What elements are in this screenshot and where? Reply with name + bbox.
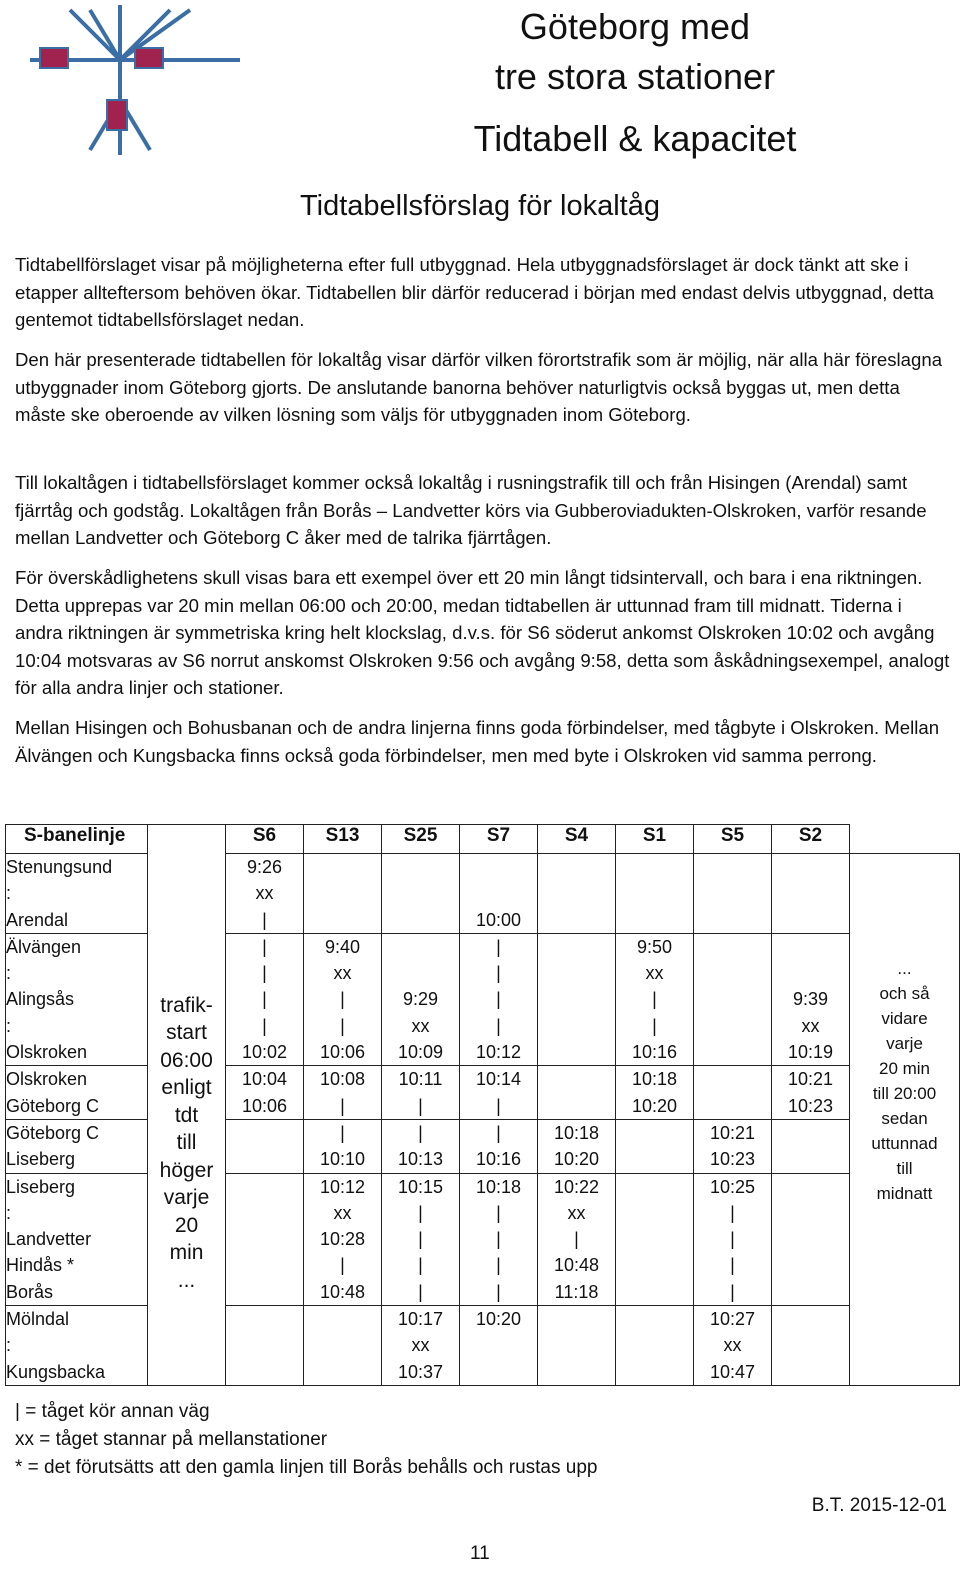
time-value (772, 1306, 849, 1332)
time-value (772, 934, 849, 960)
time-cell (616, 1066, 694, 1120)
table-row (6, 854, 960, 934)
time-cell (304, 1119, 382, 1173)
time-value (460, 854, 537, 880)
station-name: Kungsbacka (6, 1361, 106, 1382)
time-cell (694, 1306, 772, 1386)
station-name: Hindås * (6, 1255, 75, 1276)
time-value: | (262, 1015, 267, 1036)
repeat-note-line: sedan (881, 1109, 928, 1128)
time-value: 10:16 (631, 1042, 678, 1063)
repeat-note-line: vidare (881, 1009, 928, 1028)
station-name: : (6, 963, 12, 984)
time-value: 9:40 (324, 936, 361, 957)
time-value: 10:16 (475, 1149, 522, 1170)
time-cell (694, 854, 772, 934)
time-value (694, 907, 771, 933)
time-value: | (418, 1281, 423, 1302)
time-value: | (496, 1122, 501, 1143)
time-value: 10:21 (709, 1122, 756, 1143)
repeat-note-line: till (896, 1159, 913, 1178)
legend-item: | = tåget kör annan väg (15, 1401, 210, 1422)
time-value: 9:39 (792, 989, 829, 1010)
time-cell (304, 1306, 382, 1386)
time-value: 10:28 (319, 1229, 366, 1250)
time-value: 9:29 (402, 989, 439, 1010)
time-value (616, 1306, 693, 1332)
time-cell (226, 1306, 304, 1386)
page-number: 11 (470, 1543, 490, 1564)
time-value (694, 1093, 771, 1119)
time-value (226, 1146, 303, 1172)
time-value (772, 1146, 849, 1172)
time-value (460, 1359, 537, 1385)
time-value (538, 1039, 615, 1065)
time-cell (460, 854, 538, 934)
time-value: 10:08 (319, 1069, 366, 1090)
traffic-note-line: ... (177, 1268, 196, 1292)
time-value: | (496, 1229, 501, 1250)
time-value: 10:12 (319, 1176, 366, 1197)
time-value (226, 1200, 303, 1226)
time-value (538, 1306, 615, 1332)
traffic-note (148, 854, 226, 1386)
title-line-2: tre stora stationer (494, 56, 776, 97)
time-value (304, 1306, 381, 1332)
time-cell (538, 933, 616, 1065)
repeat-note-line: uttunnad (871, 1134, 938, 1153)
time-value (616, 1174, 693, 1200)
repeat-note-line: till 20:00 (872, 1084, 937, 1103)
station-name: Älvängen (6, 936, 82, 957)
time-value: 10:18 (631, 1069, 678, 1090)
time-cell (382, 1306, 460, 1386)
repeat-note-line: midnatt (876, 1184, 933, 1203)
time-value (616, 1226, 693, 1252)
header-blank (148, 825, 226, 854)
time-value: 10:47 (709, 1361, 756, 1382)
time-value: 10:14 (475, 1069, 522, 1090)
time-value (772, 1200, 849, 1226)
time-value: 10:37 (397, 1361, 444, 1382)
time-value: 10:27 (709, 1309, 756, 1330)
time-value (772, 1332, 849, 1358)
station-name: : (6, 1202, 12, 1223)
time-value: xx (723, 1335, 742, 1356)
time-cell (304, 854, 382, 934)
time-value: | (418, 1202, 423, 1223)
time-value (226, 1279, 303, 1305)
time-value: 10:12 (475, 1042, 522, 1063)
station-name: Olskroken (6, 1069, 88, 1090)
time-cell (226, 1119, 304, 1173)
time-value (772, 960, 849, 986)
time-value (538, 1066, 615, 1092)
time-value (304, 854, 381, 880)
time-cell (226, 1066, 304, 1120)
time-value: xx (411, 1015, 430, 1036)
time-value: 10:13 (397, 1149, 444, 1170)
paragraph-2: Den här presenterade tidtabellen för lokaltåg visar därför vilken förortstrafik som är möjlig, när alla här föreslagna utbyggnader inom Göteborg gjorts. De anslutande banorna behöver naturligtvis också byggas ut, men detta måste ske oberoende av vilken lösning som väljs för utbyggnaden inom Göteborg. (15, 349, 943, 426)
time-value: 10:10 (319, 1149, 366, 1170)
time-cell (772, 854, 850, 934)
time-cell (226, 1173, 304, 1305)
time-value: | (496, 1015, 501, 1036)
time-value: 10:25 (709, 1176, 756, 1197)
station-name: Liseberg (6, 1176, 76, 1197)
time-value (538, 1093, 615, 1119)
time-value: | (262, 909, 267, 930)
time-value (772, 880, 849, 906)
time-value (616, 907, 693, 933)
time-value (772, 1252, 849, 1278)
time-value: 10:11 (398, 1069, 443, 1090)
time-value (382, 880, 459, 906)
legend-item: xx = tåget stannar på mellanstationer (15, 1429, 328, 1450)
time-value (382, 854, 459, 880)
time-value: | (652, 989, 657, 1010)
time-cell (460, 1306, 538, 1386)
time-value (226, 1174, 303, 1200)
time-value (304, 880, 381, 906)
time-value: | (418, 1122, 423, 1143)
time-value (694, 1039, 771, 1065)
traffic-note-line: höger (159, 1158, 214, 1182)
header-label: S-banelinje (6, 825, 148, 854)
time-value: | (496, 963, 501, 984)
time-cell (772, 1173, 850, 1305)
time-value (616, 880, 693, 906)
time-value (694, 986, 771, 1012)
time-cell (460, 1119, 538, 1173)
time-value: | (496, 1202, 501, 1223)
time-cell (616, 1119, 694, 1173)
time-value (616, 1120, 693, 1146)
time-value: xx (255, 883, 274, 904)
time-cell (382, 1066, 460, 1120)
time-value (694, 880, 771, 906)
time-value: 9:50 (636, 936, 673, 957)
time-cell (616, 1306, 694, 1386)
traffic-note-line: trafik- (160, 993, 213, 1017)
line-header: S6 (226, 825, 304, 854)
time-value: 10:15 (397, 1176, 444, 1197)
time-cell (460, 1066, 538, 1120)
traffic-note-line: enligt (161, 1076, 212, 1099)
time-value: 10:02 (241, 1042, 288, 1063)
time-value: 10:20 (631, 1095, 678, 1116)
time-value: xx (333, 963, 352, 984)
time-cell (538, 1306, 616, 1386)
time-cell (772, 1066, 850, 1120)
traffic-note-line: till (176, 1131, 197, 1154)
time-value (382, 960, 459, 986)
time-value: | (496, 1095, 501, 1116)
title-line-3: Tidtabell & kapacitet (473, 118, 797, 159)
time-value (694, 1066, 771, 1092)
time-value: 10:48 (319, 1281, 366, 1302)
station-name: Arendal (6, 909, 69, 930)
time-value: 10:20 (553, 1149, 600, 1170)
time-value (772, 1279, 849, 1305)
time-value (304, 1359, 381, 1385)
time-cell (382, 1173, 460, 1305)
station-name: Landvetter (6, 1229, 92, 1250)
time-cell (304, 1066, 382, 1120)
time-value: 10:18 (475, 1176, 522, 1197)
time-value: 10:19 (787, 1042, 834, 1063)
time-cell (616, 1173, 694, 1305)
time-value (694, 1013, 771, 1039)
traffic-note-line: 20 (174, 1213, 199, 1237)
station-cell (6, 933, 148, 1065)
time-value (616, 1332, 693, 1358)
time-value (772, 854, 849, 880)
time-value: | (262, 989, 267, 1010)
time-value (772, 907, 849, 933)
time-value: 10:06 (319, 1042, 366, 1063)
time-value (538, 1359, 615, 1385)
time-value (616, 1359, 693, 1385)
time-cell (226, 854, 304, 934)
time-value: | (730, 1281, 735, 1302)
time-value (694, 934, 771, 960)
time-cell (460, 1173, 538, 1305)
line-header: S13 (304, 825, 382, 854)
time-value: | (418, 1095, 423, 1116)
time-value: | (730, 1255, 735, 1276)
time-value: 10:00 (475, 909, 522, 930)
rail-network-logo-icon (30, 0, 245, 160)
station-cell (6, 1066, 148, 1120)
time-cell (694, 1066, 772, 1120)
time-value (772, 1226, 849, 1252)
paragraph-1: Tidtabellförslaget visar på möjligheterna efter full utbyggnad. Hela utbyggnadsförslaget är dock tänkt att ske i etapper allteftersom behöven ökar. Tidtabellen blir därför reducerad i början med endast delvis utbyggnad, detta gentemot tidtabellsförslaget nedan. (15, 254, 934, 331)
time-value (460, 880, 537, 906)
time-cell (694, 933, 772, 1065)
time-value (226, 1306, 303, 1332)
station-name: Liseberg (6, 1149, 76, 1170)
time-cell (694, 1173, 772, 1305)
paragraph-4: För överskådlighetens skull visas bara ett exempel över ett 20 min långt tidsintervall, och bara i ena riktningen. Detta upprepas var 20 min mellan 06:00 och 20:00, medan tidtabellen är uttunnad fram till midnatt. Tiderna i andra riktningen är symmetriska kring helt klockslag, d.v.s. för S6 söderut ankomst Olskroken 10:02 och avgång 10:04 motsvaras av S6 norrut anskomst Olskroken 9:56 och avgång 9:58, detta som åskådningsexempel, analogt för alla andra linjer och stationer. (15, 567, 950, 699)
time-value: 10:17 (397, 1309, 444, 1330)
time-cell (382, 933, 460, 1065)
time-value: | (340, 989, 345, 1010)
time-value: | (496, 1255, 501, 1276)
time-value (538, 854, 615, 880)
station-name: Göteborg C (6, 1095, 100, 1116)
station-name: Mölndal (6, 1309, 70, 1330)
traffic-note-line: varje (163, 1186, 210, 1209)
repeat-note-line: och så (879, 984, 930, 1003)
time-value (226, 1120, 303, 1146)
traffic-note-line: start (166, 1021, 207, 1044)
station-name: : (6, 883, 12, 904)
time-value: 10:48 (553, 1255, 600, 1276)
time-cell (616, 854, 694, 934)
repeat-note (850, 854, 960, 1386)
time-value: | (574, 1229, 579, 1250)
time-value: | (418, 1229, 423, 1250)
station-name: Borås (6, 1281, 54, 1302)
legend (15, 1398, 597, 1482)
time-value (382, 907, 459, 933)
repeat-note-line: varje (886, 1034, 923, 1053)
legend-item: * = det förutsätts att den gamla linjen till Borås behålls och rustas upp (15, 1457, 598, 1478)
line-header: S25 (382, 825, 460, 854)
time-cell (382, 1119, 460, 1173)
time-cell (538, 854, 616, 934)
time-value (460, 1332, 537, 1358)
time-cell (772, 1119, 850, 1173)
time-value: 9:26 (246, 857, 283, 877)
line-header: S2 (772, 825, 850, 854)
station-name: : (6, 1015, 12, 1036)
header-empty (850, 825, 960, 854)
time-value: xx (645, 963, 664, 984)
time-value: | (340, 1255, 345, 1276)
time-value: | (262, 963, 267, 984)
section-title: Tidtabellsförslag för lokaltåg (300, 190, 660, 222)
time-value: | (340, 1122, 345, 1143)
time-value: 10:09 (397, 1042, 444, 1063)
time-value: | (730, 1202, 735, 1223)
time-cell (538, 1066, 616, 1120)
time-value: 10:22 (553, 1176, 600, 1197)
time-value: 10:20 (475, 1309, 522, 1330)
time-value: xx (801, 1015, 820, 1036)
paragraph-3: Till lokaltågen i tidtabellsförslaget kommer också lokaltåg i rusningstrafik till och från Hisingen (Arendal) samt fjärrtåg och godståg. Lokaltågen från Borås – Landvetter körs via Gubberoviadukten-Olskroken, varför resande mellan Landvetter och Göteborg C åker med de talrika fjärrtågen. (15, 472, 927, 549)
time-value (772, 1120, 849, 1146)
time-value (538, 960, 615, 986)
time-value (226, 1226, 303, 1252)
traffic-note-line: tdt (174, 1103, 199, 1127)
traffic-note-line: min (169, 1241, 204, 1264)
timetable (5, 824, 960, 1386)
repeat-note-line: ... (897, 959, 912, 978)
line-header: S5 (694, 825, 772, 854)
line-header: S1 (616, 825, 694, 854)
time-value: | (262, 936, 267, 957)
time-value (772, 1359, 849, 1385)
time-value: 11:18 (554, 1281, 599, 1302)
time-cell (694, 1119, 772, 1173)
time-value: | (418, 1255, 423, 1276)
traffic-note-line: 06:00 (160, 1048, 213, 1072)
station-cell (6, 1119, 148, 1173)
time-cell (616, 933, 694, 1065)
time-cell (304, 1173, 382, 1305)
time-cell (538, 1119, 616, 1173)
time-value (538, 907, 615, 933)
time-value: | (496, 989, 501, 1010)
time-cell (538, 1173, 616, 1305)
time-value (538, 1013, 615, 1039)
line-header: S4 (538, 825, 616, 854)
time-value (694, 960, 771, 986)
time-value (538, 934, 615, 960)
time-value: | (496, 1281, 501, 1302)
station-name: Stenungsund (6, 857, 113, 877)
time-value: 10:23 (787, 1095, 834, 1116)
time-value: 10:04 (241, 1069, 288, 1090)
time-cell (382, 854, 460, 934)
time-value: xx (567, 1202, 586, 1223)
time-cell (226, 933, 304, 1065)
time-value: 10:23 (709, 1149, 756, 1170)
time-value (616, 1146, 693, 1172)
time-value: 10:18 (553, 1122, 600, 1143)
time-value: xx (333, 1202, 352, 1223)
time-value: | (496, 936, 501, 957)
time-cell (304, 933, 382, 1065)
station-name: : (6, 1335, 12, 1356)
time-value (616, 1200, 693, 1226)
time-value (226, 1252, 303, 1278)
time-value: | (340, 1095, 345, 1116)
time-value: 10:21 (787, 1069, 834, 1090)
time-value (772, 1174, 849, 1200)
station-name: Olskroken (6, 1042, 88, 1063)
station-cell (6, 854, 148, 934)
title-line-1: Göteborg med (519, 6, 751, 47)
paragraph-5: Mellan Hisingen och Bohusbanan och de andra linjerna finns goda förbindelser, med tågbyte i Olskroken. Mellan Älvängen och Kungsbacka finns också goda förbindelser, men med byte i Olskroken vid samma perrong. (15, 717, 940, 766)
time-value: xx (411, 1335, 430, 1356)
time-value (538, 880, 615, 906)
station-name: Göteborg C (6, 1122, 100, 1143)
signature-date: B.T. 2015-12-01 (811, 1495, 947, 1516)
time-value (382, 934, 459, 960)
line-header: S7 (460, 825, 538, 854)
time-value (226, 1359, 303, 1385)
time-cell (772, 1306, 850, 1386)
station-cell (6, 1306, 148, 1386)
time-cell (772, 933, 850, 1065)
time-value: | (652, 1015, 657, 1036)
time-value: 10:06 (241, 1095, 288, 1116)
time-value (304, 1332, 381, 1358)
time-value (694, 854, 771, 880)
time-value (304, 907, 381, 933)
time-value (538, 1332, 615, 1358)
time-value (616, 1279, 693, 1305)
repeat-note-line: 20 min (878, 1059, 931, 1078)
time-value (226, 1332, 303, 1358)
time-value (538, 986, 615, 1012)
time-cell (460, 933, 538, 1065)
time-value: | (340, 1015, 345, 1036)
station-cell (6, 1173, 148, 1305)
time-value: | (730, 1229, 735, 1250)
station-name: Alingsås (6, 989, 75, 1010)
time-value (616, 1252, 693, 1278)
time-value (616, 854, 693, 880)
